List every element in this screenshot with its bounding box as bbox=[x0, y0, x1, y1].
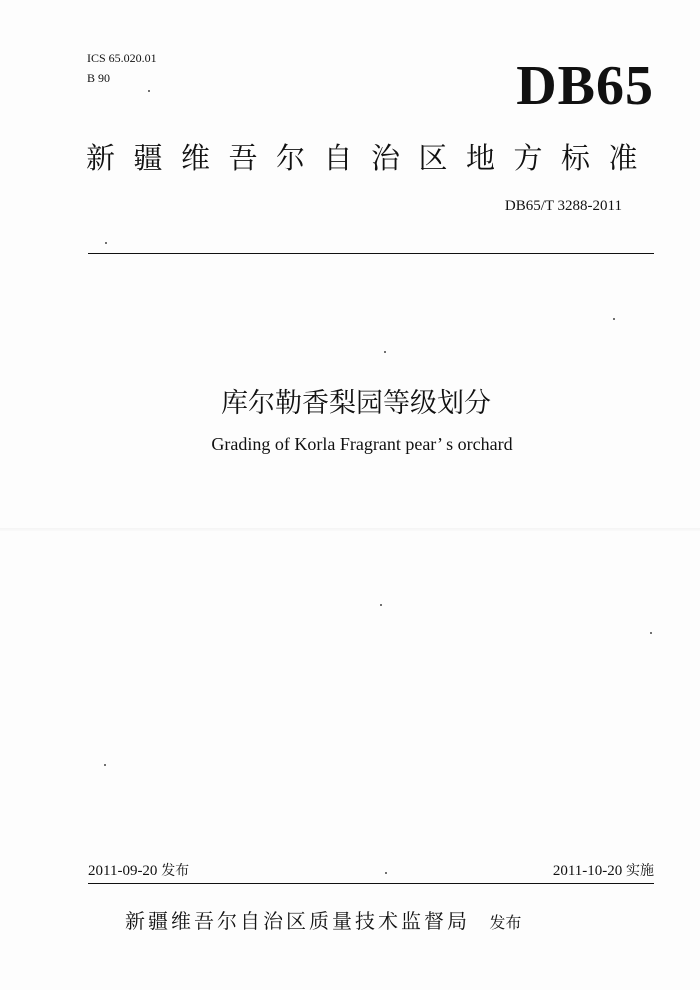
db65-logo: DB65 bbox=[516, 55, 654, 117]
issuer-suffix: 发布 bbox=[489, 913, 522, 932]
scan-speck bbox=[385, 872, 387, 874]
standard-authority: 新疆维吾尔自治区地方标准 bbox=[86, 141, 657, 175]
issuer-name: 新疆维吾尔自治区质量技术监督局 bbox=[125, 909, 470, 933]
publish-label: 发布 bbox=[161, 863, 190, 879]
scan-speck bbox=[613, 318, 615, 320]
implement-label: 实施 bbox=[626, 863, 654, 879]
scan-speck bbox=[650, 632, 652, 634]
scan-band bbox=[0, 528, 700, 531]
standard-number: DB65/T 3288-2011 bbox=[504, 198, 622, 214]
class-code: B 90 bbox=[87, 71, 111, 85]
scan-speck bbox=[380, 604, 382, 606]
publish-date-block bbox=[88, 861, 189, 881]
issuing-body bbox=[125, 906, 521, 938]
top-divider bbox=[88, 253, 654, 254]
ics-code: ICS 65.020.01 bbox=[87, 51, 157, 65]
classification-codes bbox=[87, 48, 157, 88]
document-title-english: Grading of Korla Fragrant pear’ s orchard bbox=[211, 434, 513, 454]
scan-speck bbox=[104, 764, 106, 766]
bottom-divider bbox=[88, 883, 654, 884]
implement-date: 2011-10-20 bbox=[552, 863, 623, 879]
implement-date-block bbox=[553, 861, 654, 881]
document-title-chinese: 库尔勒香梨园等级划分 bbox=[221, 388, 491, 419]
scan-speck bbox=[148, 90, 150, 92]
scan-speck bbox=[105, 242, 107, 244]
scan-speck bbox=[384, 351, 386, 353]
publish-date: 2011-09-20 bbox=[88, 863, 158, 879]
